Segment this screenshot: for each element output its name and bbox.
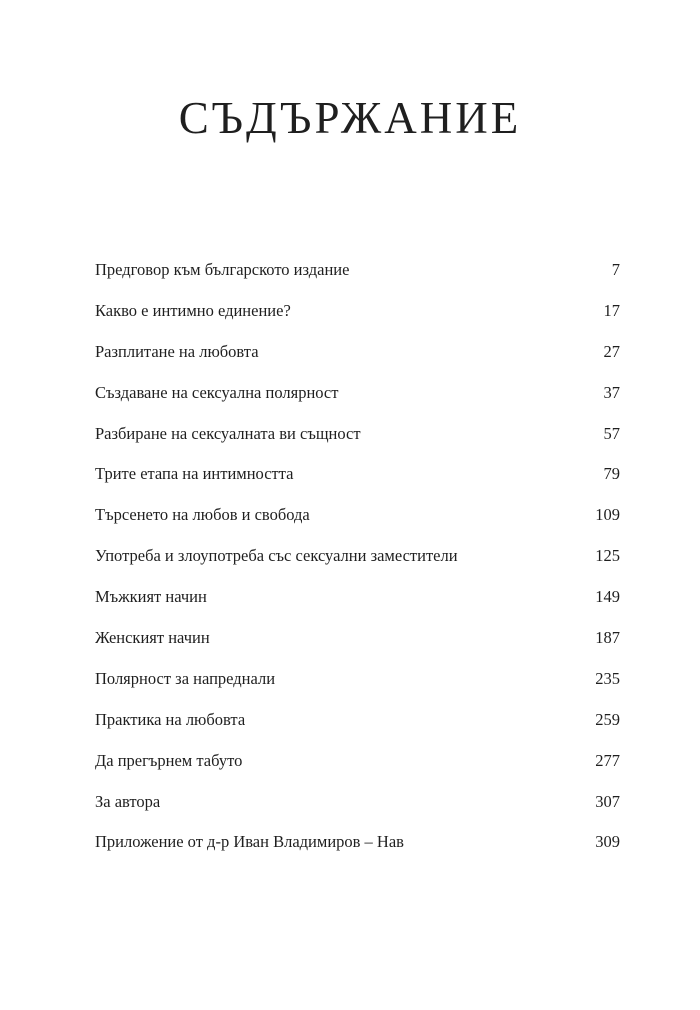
toc-entry	[95, 464, 620, 505]
toc-entry-label: Разбиране на сексуалната ви същност	[95, 423, 361, 443]
toc-entry	[95, 710, 620, 751]
toc-entry-page: 27	[603, 341, 620, 361]
toc-entry-page: 309	[595, 832, 620, 852]
toc-entry	[95, 546, 620, 587]
toc-entry	[95, 301, 620, 342]
toc-entry-label: Женският начин	[95, 628, 210, 648]
toc-entry	[95, 751, 620, 792]
toc-entry-page: 259	[595, 709, 620, 729]
toc-entry-page: 149	[595, 587, 620, 607]
toc-entry-label: За автора	[95, 791, 161, 811]
toc-entry	[95, 342, 620, 383]
toc-entry-label: Употреба и злоупотреба със сексуални заместители	[95, 546, 458, 566]
toc-entry-page: 7	[611, 260, 620, 279]
toc-entry	[95, 383, 620, 424]
toc-entry-page: 235	[595, 668, 620, 688]
toc-entry-page: 125	[595, 546, 620, 566]
toc-entry-label: Мъжкият начин	[95, 587, 207, 607]
toc-entry	[95, 587, 620, 628]
toc-entry-label: Създаване на сексуална полярност	[95, 382, 339, 402]
toc-entry-page: 57	[603, 423, 620, 443]
toc-entry	[95, 628, 620, 669]
toc-entry	[95, 832, 620, 873]
toc-entry-page: 17	[603, 300, 620, 320]
toc-entry-label: Търсенето на любов и свобода	[95, 505, 310, 525]
toc-entry-page: 307	[595, 791, 620, 811]
page-title: СЪДЪРЖАНИЕ	[178, 93, 522, 143]
toc-entry	[95, 260, 620, 301]
toc-entry-label: Разплитане на любовта	[95, 341, 259, 361]
toc-entry-page: 79	[603, 464, 620, 484]
toc-entry	[95, 424, 620, 465]
toc-entry-label: Трите етапа на интимността	[95, 464, 294, 484]
toc-entry-page: 277	[595, 750, 620, 770]
toc-entry-page: 109	[595, 505, 620, 525]
toc-entry	[95, 669, 620, 710]
toc-entry	[95, 792, 620, 833]
toc-entry-page: 37	[603, 382, 620, 402]
toc-entry-label: Приложение от д-р Иван Владимиров – Нав	[95, 832, 404, 852]
toc-entry-label: Да прегърнем табуто	[95, 750, 243, 770]
toc-entry-label: Предговор към българското издание	[95, 260, 350, 279]
toc-entry-label: Какво е интимно единение?	[95, 300, 291, 320]
toc-entry-page: 187	[595, 628, 620, 648]
toc-entry-label: Полярност за напреднали	[95, 668, 276, 688]
table-of-contents	[95, 260, 620, 873]
toc-entry	[95, 505, 620, 546]
toc-entry-label: Практика на любовта	[95, 709, 246, 729]
